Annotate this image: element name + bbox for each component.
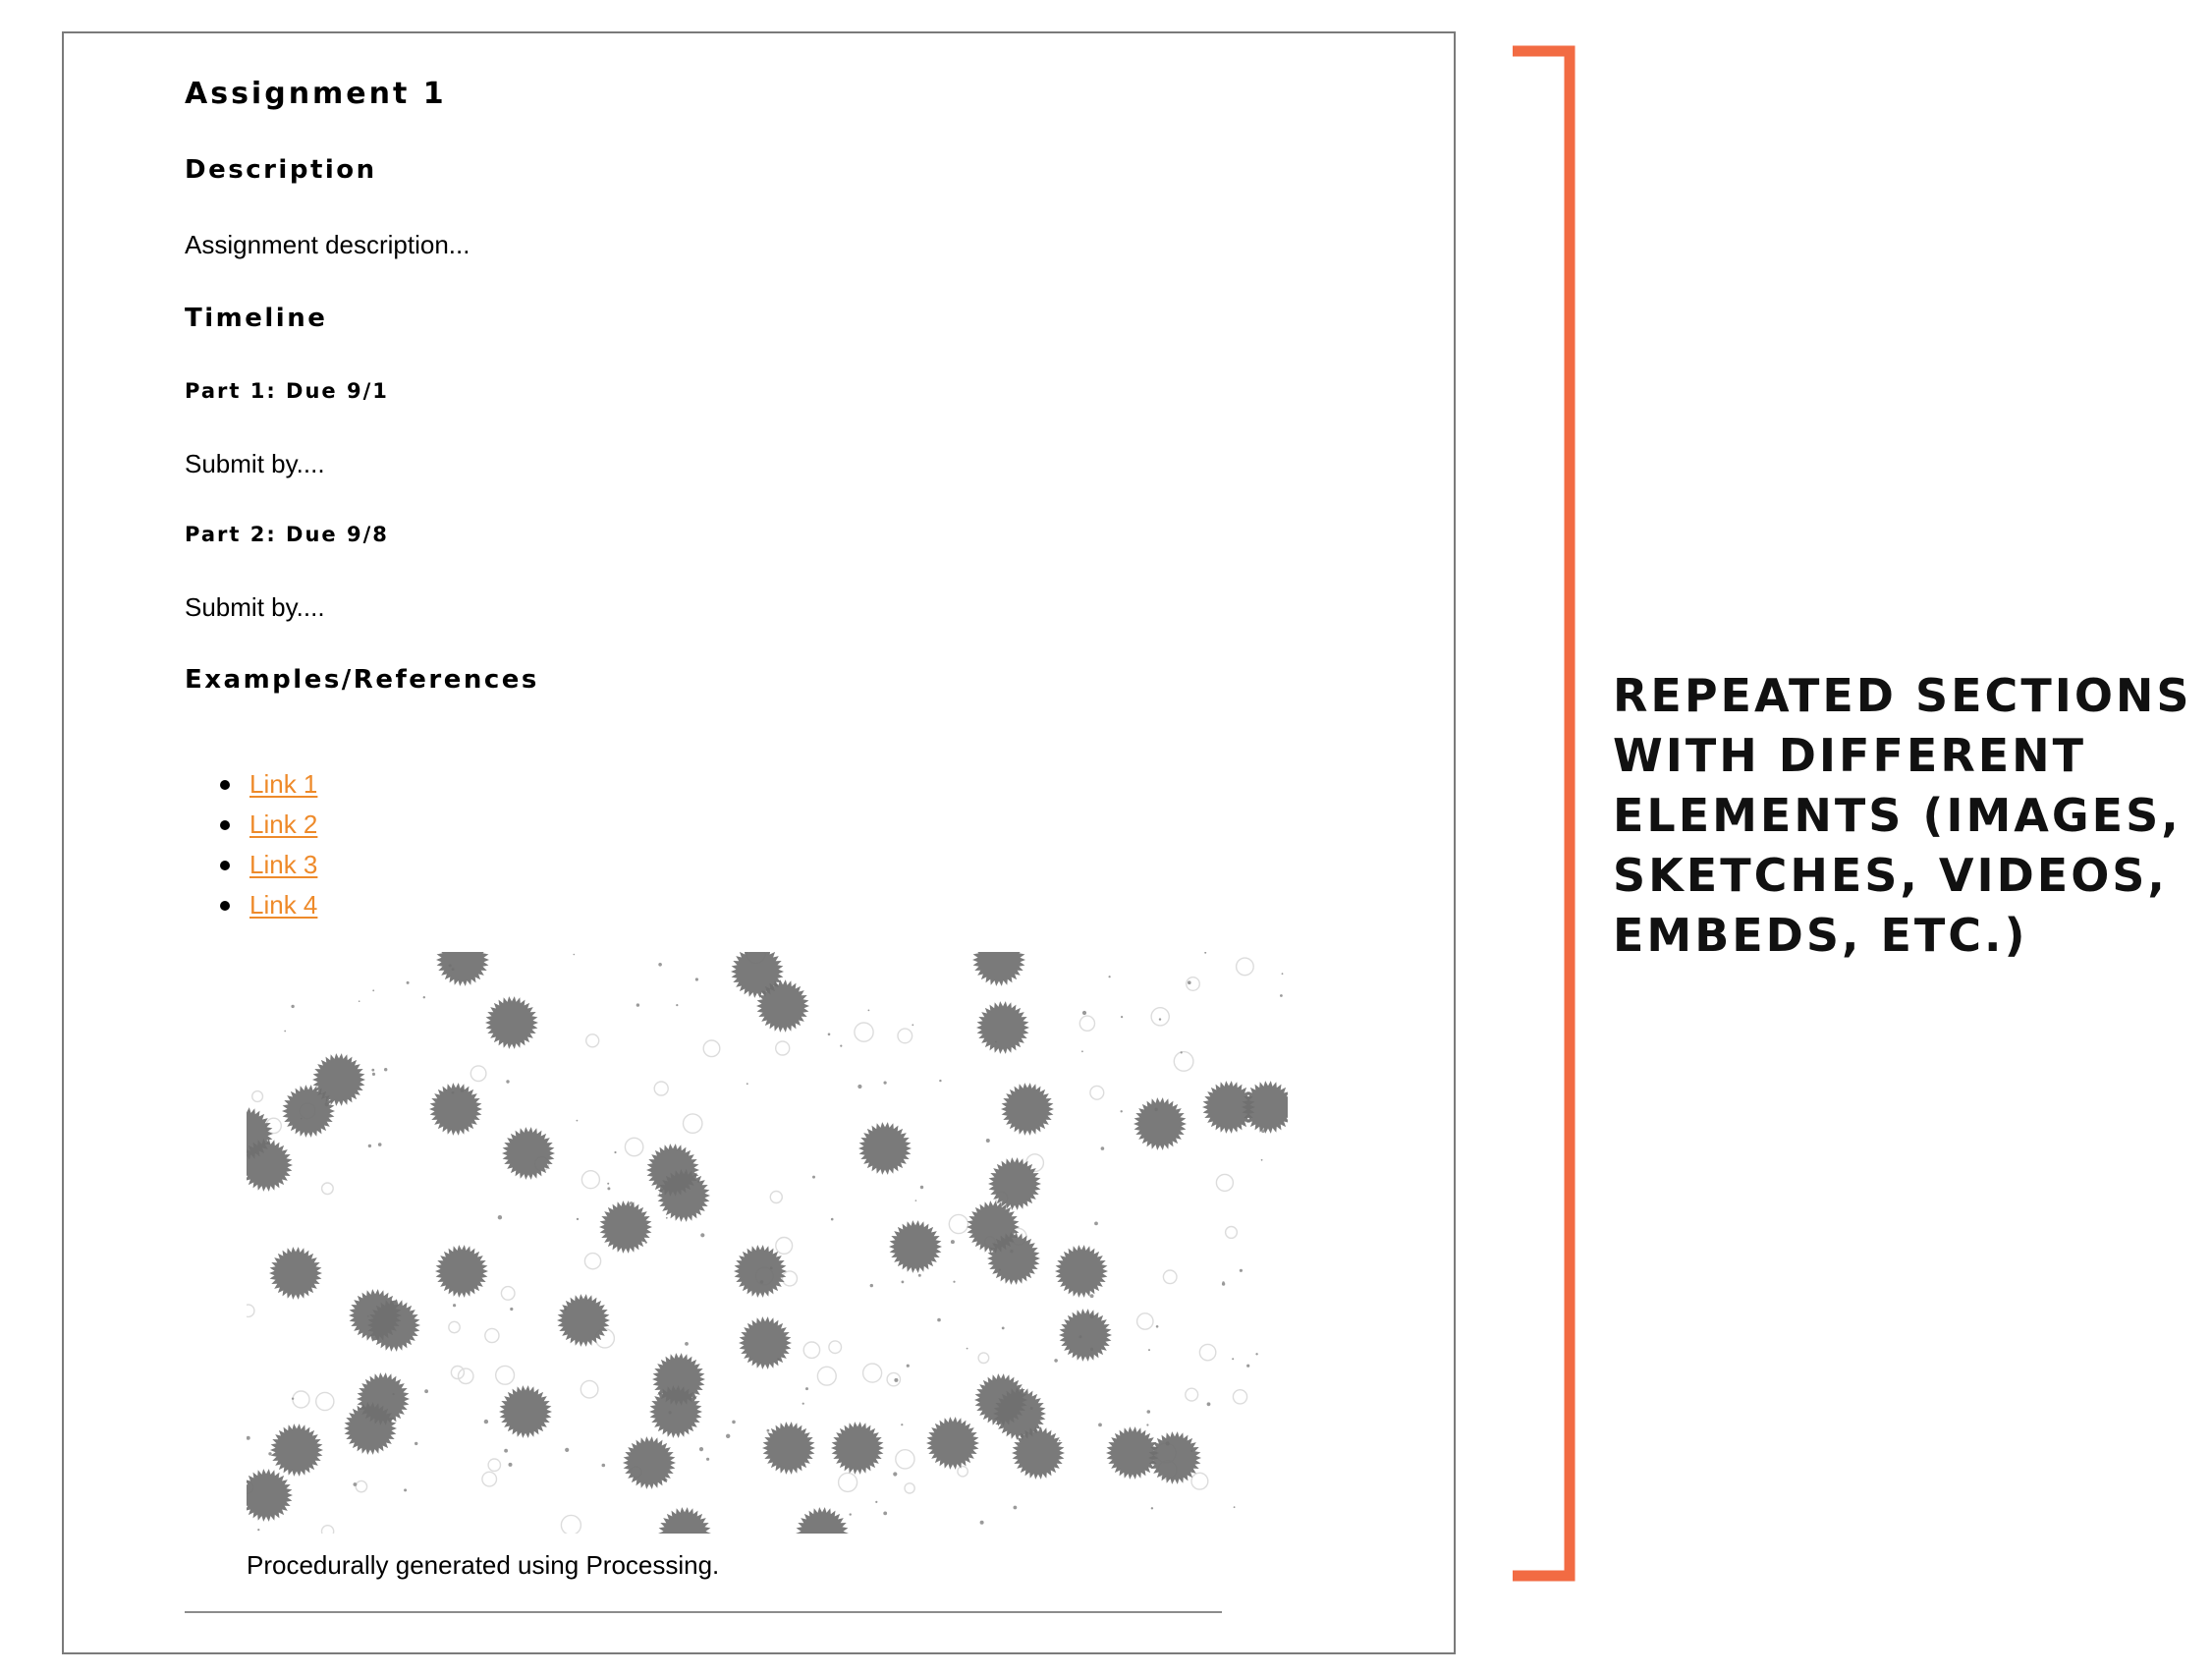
sketch-ring [949,1214,968,1233]
sketch-ring [978,1353,989,1364]
sketch-dot [1240,1269,1243,1272]
sketch-dot [504,1449,508,1453]
reference-links-list [185,768,317,929]
sketch-blob [247,1469,293,1522]
sketch-dot [1232,1358,1234,1360]
sketch-dot [676,1004,678,1006]
bullet-dot-icon [220,901,230,911]
sketch-ring [316,1392,334,1410]
sketch-dot [1121,1110,1123,1112]
sketch-blob [831,1422,884,1475]
list-item [185,768,317,809]
sketch-dot [1246,1365,1249,1368]
sketch-dot [1159,1018,1161,1020]
sketch-dot [1098,1424,1102,1427]
sketch-ring [561,1515,581,1534]
sketch-dot [607,1187,610,1190]
sketch-ring [1191,1473,1208,1489]
sketch-dot [607,1183,609,1185]
sketch-ring [817,1367,836,1385]
list-item [185,849,317,889]
sketch-ring [803,1342,819,1358]
sketch-blob [972,952,1025,986]
sketch-dot [565,1448,569,1452]
part-2-heading: Part 2: Due 9/8 [185,523,389,546]
sketch-blob [485,996,538,1049]
sketch-blob [926,1417,979,1470]
sketch-ring [496,1366,515,1384]
sketch-dot [1204,952,1206,954]
sketch-ring [1079,1016,1094,1031]
sketch-dot [907,1365,910,1368]
sketch-dot [415,1442,417,1445]
sketch-dot [291,1005,294,1008]
sketch-dot [1014,1506,1018,1510]
sketch-blob [502,1127,555,1180]
sketch-dot [1059,1440,1061,1442]
sketch-dot [918,1274,921,1277]
sketch-blob [435,1245,488,1298]
sketch-ring [625,1138,642,1155]
sketch-blob [889,1220,942,1273]
sketch-dot [577,1120,579,1122]
sketch-ring [322,1183,334,1195]
sketch-dot [354,1482,358,1486]
sketch-dot [577,1218,579,1220]
sketch-dot [920,1186,923,1189]
sketch-dot [1207,1402,1211,1406]
annotation-note [1613,666,2192,966]
sketch-ring [581,1171,599,1189]
sketch-dot [1280,994,1283,997]
sketch-dot [700,1233,704,1237]
sketch-dot [767,1429,770,1432]
bullet-dot-icon [220,780,230,790]
sketch-dot [699,1447,703,1451]
sketch-dot [894,1378,898,1382]
sketch-ring [1137,1313,1153,1329]
link-3[interactable]: Link 3 [249,850,318,879]
sketch-ring [684,1114,702,1133]
sketch-dot [384,1068,387,1071]
annotation-line: ELEMENTS (IMAGES, [1613,789,2182,842]
right-bracket-icon [1509,43,1581,1584]
sketch-ring [449,1321,460,1332]
sketch-dot [1147,1410,1151,1414]
sketch-dot [1181,1051,1183,1053]
sketch-blob [1242,1081,1288,1134]
sketch-dot [812,1176,815,1179]
sketch-dot [1234,1506,1236,1508]
sketch-dot [915,1200,917,1201]
page-title: Assignment 1 [185,77,447,111]
sketch-dot [912,1024,913,1026]
sketch-dot [685,1342,689,1346]
sketch-ring [252,1091,263,1102]
link-1[interactable]: Link 1 [249,769,318,799]
sketch-dot [407,981,410,984]
sketch-dot [802,1403,804,1405]
sketch-dot [1082,1011,1086,1015]
sketch-dot [883,1512,887,1516]
bullet-dot-icon [220,820,230,830]
sketch-dot [732,1421,736,1424]
sketch-ring [356,1480,366,1491]
sketch-dot [359,1000,360,1002]
sketch-dot [371,1069,374,1072]
sketch-dot [1282,973,1284,975]
sketch-ring [586,1034,599,1047]
sketch-dot [1151,1507,1153,1509]
link-2[interactable]: Link 2 [249,810,318,839]
sketch-ring [1163,1270,1177,1284]
sketch-dot [831,1218,834,1221]
sketch-blob [739,1316,792,1369]
sketch-dot [1146,1424,1148,1425]
sketch-blob [658,1507,711,1534]
sketch-blob [762,1422,815,1475]
sketch-ring [829,1341,842,1354]
sketch-dot [372,1073,375,1076]
sketch-ring [482,1472,497,1486]
sketch-blob [599,1200,652,1254]
sketch-dot [268,1452,271,1455]
part-1-text: Submit by.... [185,449,325,478]
sketch-blob [1055,1245,1108,1298]
sketch-dot [850,1513,852,1515]
sketch-ring [266,1118,281,1133]
sketch-dot [1261,1159,1263,1161]
sketch-ring [584,1254,600,1269]
sketch-dot [257,1529,259,1531]
sketch-blob [436,952,489,986]
sketch-ring [485,1328,499,1342]
sketch-blob [1134,1097,1187,1150]
sketch-ring [887,1372,900,1385]
sketch-dot [902,1281,905,1284]
sketch-ring [470,1066,486,1082]
sketch-dot [901,1424,903,1425]
sketch-dot [1109,976,1111,977]
sketch-blob [269,1247,322,1300]
sketch-ring [839,1473,857,1491]
sketch-dot [747,1083,748,1085]
sketch-ring [776,1238,793,1255]
sketch-dot [695,977,698,980]
sketch-ring [247,1305,254,1316]
sketch-ring [783,1271,798,1286]
description-text: Assignment description... [185,230,470,259]
sketch-dot [953,1281,955,1283]
link-4[interactable]: Link 4 [249,890,318,920]
sketch-ring [905,1483,914,1493]
sketch-dot [805,1387,808,1390]
sketch-dot [1054,1359,1058,1363]
sketch-dot [614,1151,616,1153]
sketch-dot [1101,1146,1105,1150]
sketch-dot [506,1080,509,1083]
sketch-blob [429,1083,482,1136]
procedural-sketch-image [247,952,1288,1534]
sketch-canvas [247,952,1288,1534]
sketch-dot [284,1031,286,1033]
sketch-blob [858,1122,912,1175]
sketch-ring [1199,1344,1215,1360]
sketch-ring [1174,1052,1193,1072]
bullet-dot-icon [220,861,230,870]
sketch-dot [1222,1282,1225,1285]
sketch-dot [980,1521,984,1525]
sketch-ring [776,1041,790,1055]
sketch-dot [1090,1294,1094,1298]
sketch-blob [1059,1309,1112,1362]
sketch-blob [557,1294,610,1347]
sketch-dot [636,1003,639,1006]
sketch-ring [488,1459,500,1471]
sketch-ring [896,1450,914,1469]
sketch-dot [840,1045,842,1047]
sketch-dot [1094,1222,1098,1226]
sketch-ring [1186,1388,1198,1401]
sketch-dot [509,1463,513,1467]
sketch-ring [459,1368,473,1383]
sketch-dot [1002,1327,1005,1330]
sketch-blob [796,1507,849,1534]
sketch-dot [1156,1325,1159,1328]
sketch-ring [958,1467,968,1477]
sketch-dot [574,954,576,956]
sketch-dot [1148,1349,1150,1351]
sketch-dot [372,989,374,991]
sketch-dot [967,1348,968,1350]
sketch-dot [1081,1050,1083,1052]
part-2-text: Submit by.... [185,592,325,622]
part-1-heading: Part 1: Due 9/1 [185,379,389,403]
sketch-dot [937,1318,941,1322]
sketch-ring [654,1082,668,1095]
sketch-dot [404,1488,407,1491]
document-frame [62,31,1456,1654]
sketch-dot [453,1304,456,1307]
sketch-ring [1233,1390,1246,1404]
timeline-heading: Timeline [185,304,328,333]
sketch-dot [828,1033,831,1036]
sketch-dot [247,1436,250,1440]
sketch-dot [602,1464,606,1468]
sketch-dot [857,1085,861,1089]
sketch-ring [1216,1174,1233,1191]
sketch-blob [976,1001,1029,1054]
sketch-ring [898,1029,912,1043]
sketch-dot [498,1215,502,1219]
annotation-line: WITH DIFFERENT [1613,729,2087,782]
sketch-ring [1237,958,1254,976]
sketch-ring [581,1380,598,1398]
sketch-dot [510,1308,513,1311]
sketch-blob [623,1436,676,1489]
sketch-dot [875,1501,877,1503]
sketch-dot [986,1139,990,1143]
sketch-dot [706,1458,709,1461]
sketch-ring [863,1364,882,1382]
sketch-dot [484,1420,488,1424]
sketch-dot [423,996,425,998]
sketch-ring [703,1040,720,1057]
figure-caption: Procedurally generated using Processing. [247,1550,720,1580]
sketch-dot [292,1398,294,1400]
sketch-dot [939,1080,941,1082]
sketch-ring [1090,1086,1104,1099]
sketch-dot [666,1217,668,1219]
references-heading: Examples/References [185,665,539,695]
sketch-dot [726,1434,730,1438]
sketch-dot [868,1010,870,1012]
sketch-ring [293,1391,309,1408]
sketch-ring [322,1526,334,1534]
sketch-dot [378,1143,382,1146]
section-divider [185,1611,1222,1613]
list-item [185,809,317,849]
sketch-ring [770,1192,782,1203]
sketch-ring [501,1287,515,1301]
sketch-dot [424,1389,428,1393]
sketch-dot [951,1240,955,1244]
sketch-dot [368,1145,371,1147]
sketch-dot [1188,980,1191,984]
sketch-ring [855,1023,873,1041]
sketch-dot [870,1284,873,1287]
sketch-ring [1226,1227,1238,1239]
sketch-dot [893,1472,897,1476]
annotation-line: REPEATED SECTIONS [1613,669,2192,722]
sketch-blob [1001,1083,1054,1136]
annotation-line: SKETCHES, VIDEOS, [1613,849,2168,902]
sketch-ring [1151,1008,1169,1026]
sketch-dot [1255,1353,1257,1355]
list-item [185,889,317,929]
sketch-dot [658,963,662,967]
sketch-dot [884,1082,887,1085]
sketch-blob [499,1385,552,1438]
sketch-blob [270,1424,323,1477]
sketch-dot [1121,1016,1123,1018]
annotation-line: EMBEDS, ETC.) [1613,909,2028,962]
description-heading: Description [185,155,377,185]
